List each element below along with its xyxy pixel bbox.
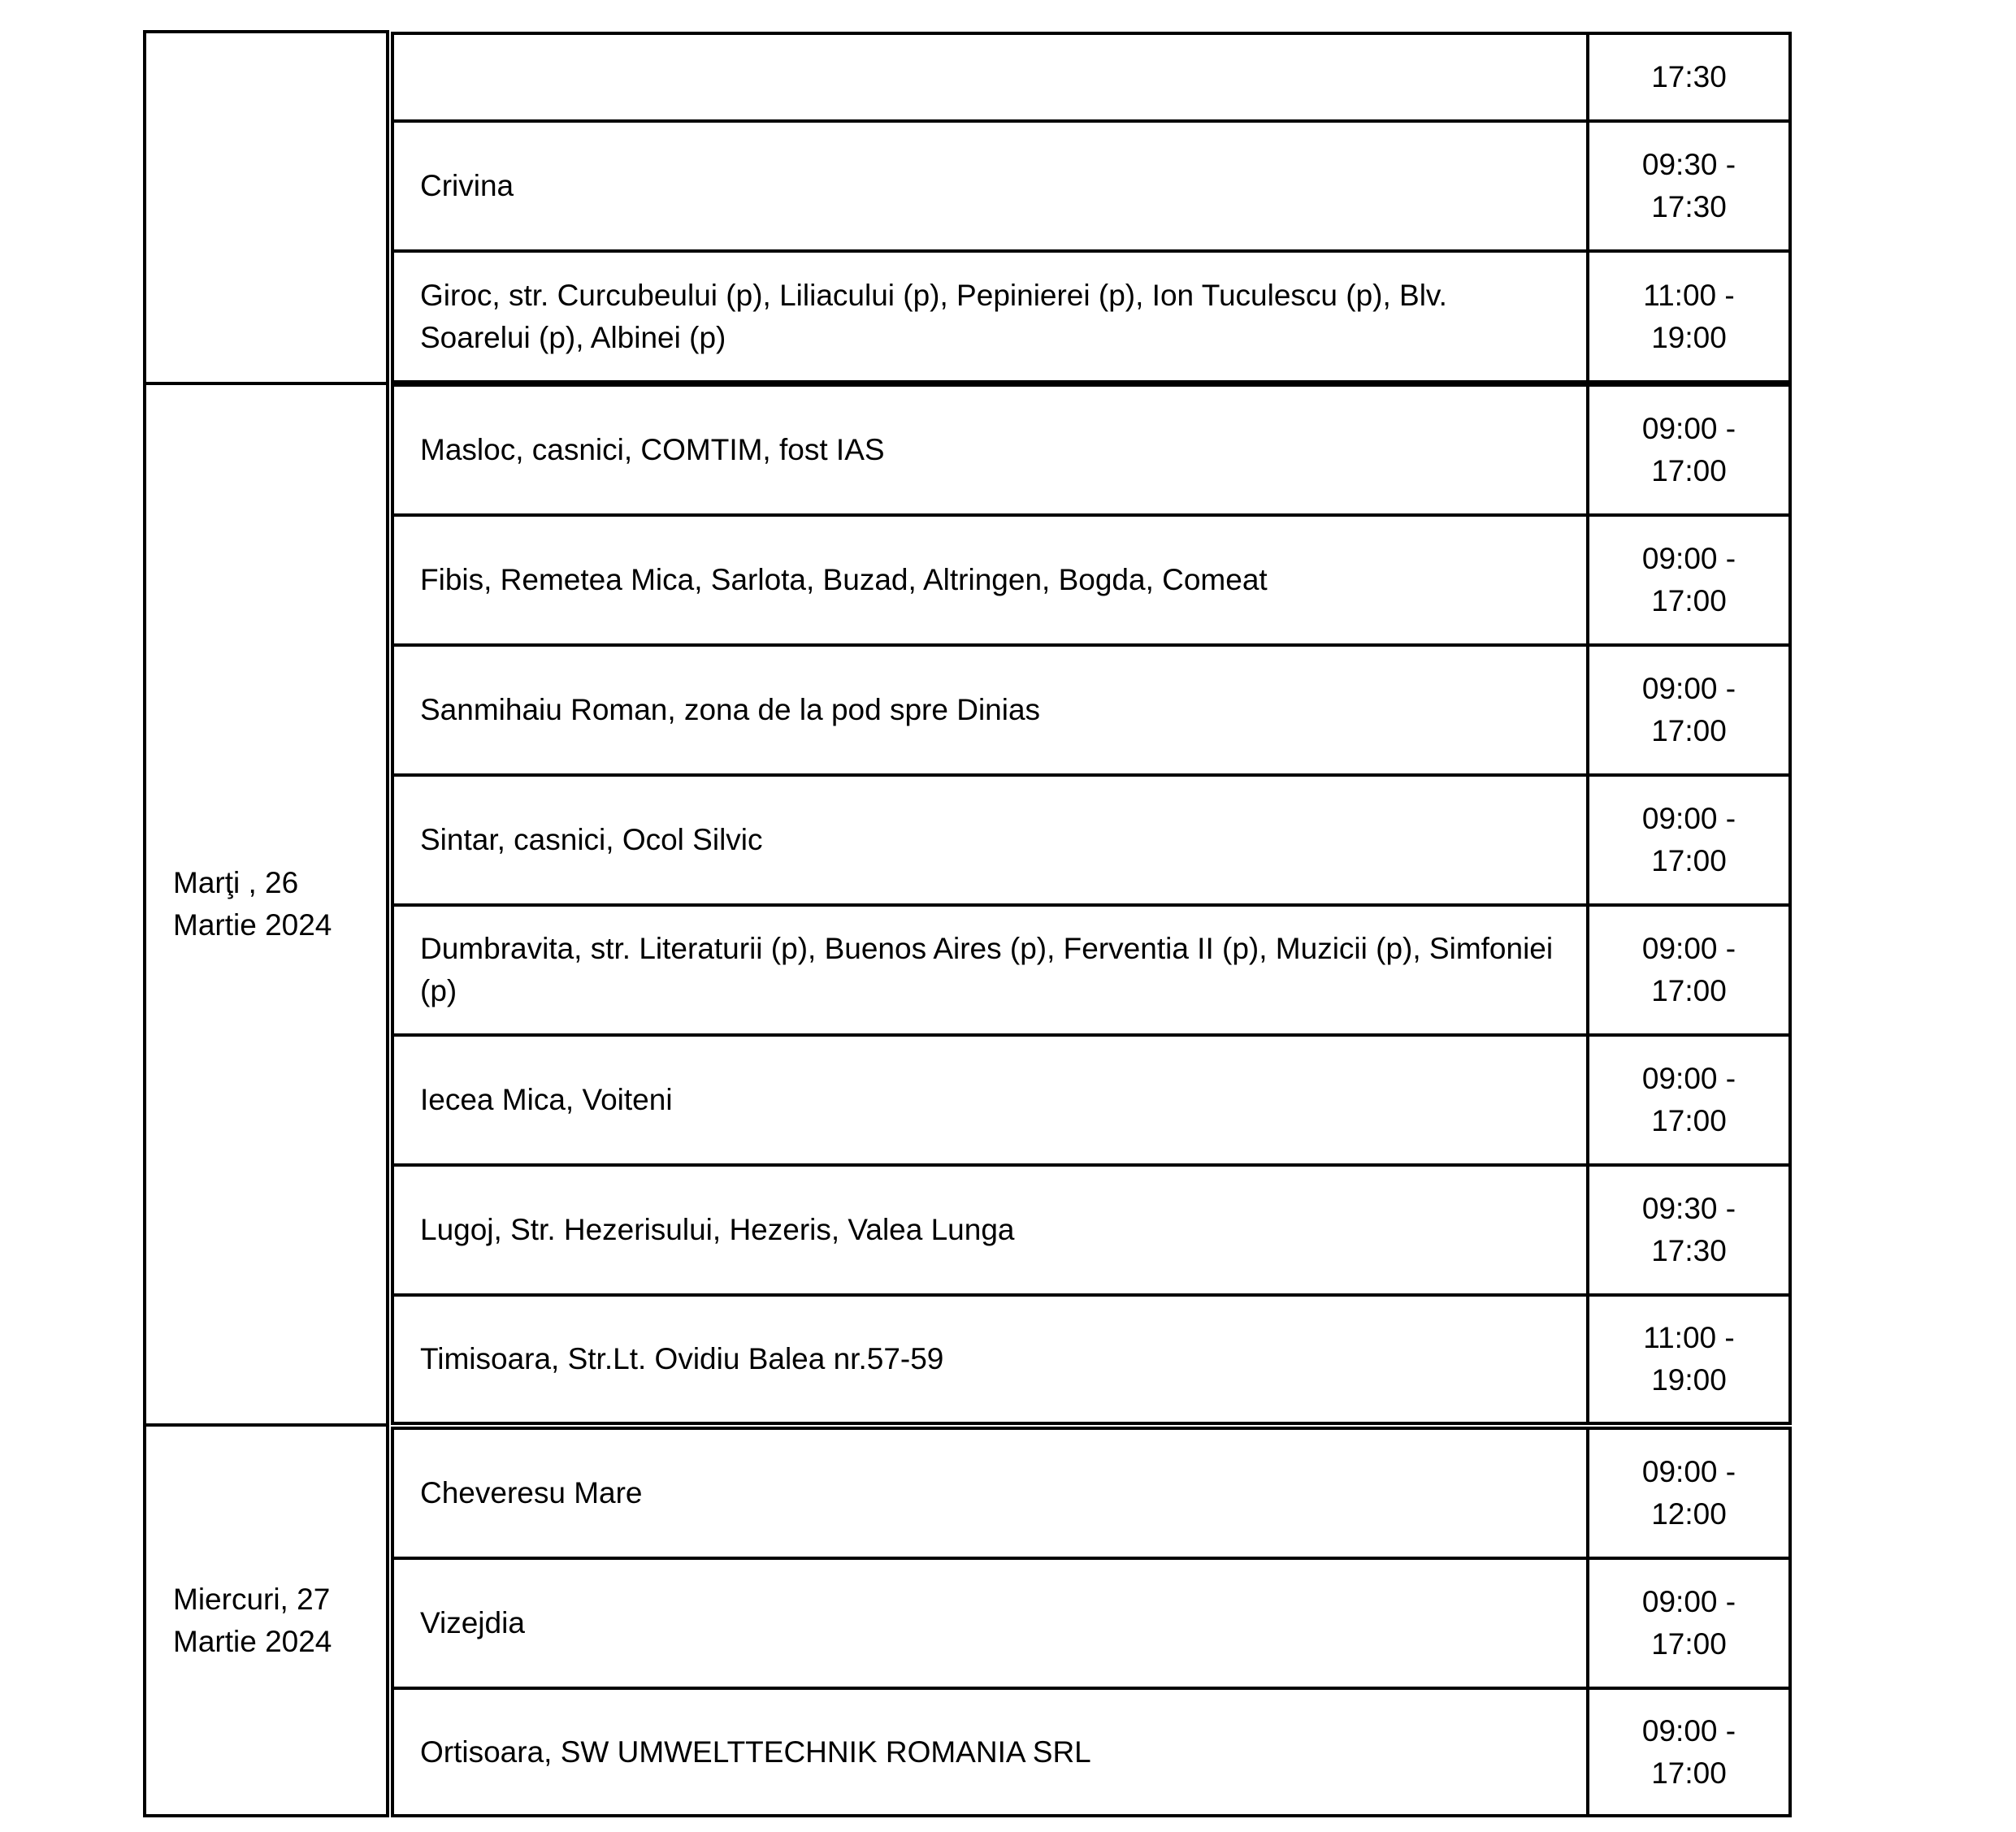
time-end: 17:00: [1651, 844, 1727, 877]
time-cell: [1589, 1297, 1788, 1422]
location-cell: Sintar, casnici, Ocol Silvic: [394, 777, 1589, 903]
time-end: 17:00: [1651, 454, 1727, 487]
location-cell: Cheveresu Mare: [394, 1430, 1589, 1557]
time-cell: [1589, 253, 1788, 380]
table-row: [394, 1297, 1788, 1422]
location-cell: [394, 35, 1589, 119]
time-start: 09:30 -: [1641, 148, 1736, 181]
day-line: Martie 2024: [173, 908, 332, 942]
location-cell: Iecea Mica, Voiteni: [394, 1037, 1589, 1163]
location-cell: Giroc, str. Curcubeului (p), Liliacului (p), Pepinierei (p), Ion Tuculescu (p), Blv. Soarelui (p), Albinei (p): [394, 253, 1589, 380]
time-end: 17:30: [1651, 60, 1727, 93]
time-start: 11:00 -: [1643, 1321, 1735, 1354]
day-line: Marţi , 26: [173, 866, 299, 899]
time-end: 17:00: [1651, 584, 1727, 617]
time-cell: [1589, 777, 1788, 903]
table-row: [394, 35, 1788, 123]
time-cell: [1589, 1690, 1788, 1814]
time-end: 17:30: [1651, 190, 1727, 223]
schedule-group: [391, 32, 1792, 383]
location-cell: Dumbravita, str. Literaturii (p), Buenos Aires (p), Ferventia II (p), Muzicii (p), Simfoniei (p): [394, 907, 1589, 1033]
schedule-group: [391, 383, 1792, 1425]
location-cell: Vizejdia: [394, 1560, 1589, 1687]
table-row: [394, 1167, 1788, 1297]
time-cell: [1589, 1037, 1788, 1163]
table-row: [394, 1690, 1788, 1814]
time-cell: [1589, 123, 1788, 249]
table-row: [394, 1037, 1788, 1167]
time-start: 09:00 -: [1641, 802, 1736, 835]
day-line: Miercuri, 27: [173, 1582, 331, 1616]
time-cell: [1589, 647, 1788, 773]
table-row: [394, 1560, 1788, 1690]
time-end: 17:00: [1651, 1627, 1727, 1661]
location-cell: Sanmihaiu Roman, zona de la pod spre Dinias: [394, 647, 1589, 773]
day-cell: [143, 1423, 389, 1817]
time-end: 19:00: [1651, 320, 1727, 354]
time-end: 17:00: [1651, 1756, 1727, 1790]
time-start: 11:00 -: [1643, 278, 1735, 312]
time-cell: [1589, 35, 1788, 119]
table-row: [394, 387, 1788, 517]
time-cell: [1589, 907, 1788, 1033]
location-cell: Fibis, Remetea Mica, Sarlota, Buzad, Altringen, Bogda, Comeat: [394, 517, 1589, 643]
table-row: [394, 777, 1788, 907]
time-start: 09:00 -: [1641, 672, 1736, 705]
location-cell: Timisoara, Str.Lt. Ovidiu Balea nr.57-59: [394, 1297, 1589, 1422]
time-cell: [1589, 387, 1788, 513]
time-start: 09:30 -: [1641, 1192, 1736, 1225]
table-row: [394, 253, 1788, 380]
time-start: 09:00 -: [1641, 932, 1736, 965]
time-cell: [1589, 517, 1788, 643]
schedule-group: [391, 1427, 1792, 1817]
time-cell: [1589, 1430, 1788, 1557]
time-cell: [1589, 1560, 1788, 1687]
time-end: 17:00: [1651, 714, 1727, 747]
time-start: 09:00 -: [1641, 1455, 1736, 1488]
time-end: 17:00: [1651, 974, 1727, 1007]
location-cell: Lugoj, Str. Hezerisului, Hezeris, Valea Lunga: [394, 1167, 1589, 1293]
time-end: 17:00: [1651, 1104, 1727, 1137]
time-cell: [1589, 1167, 1788, 1293]
location-cell: Crivina: [394, 123, 1589, 249]
time-start: 09:00 -: [1641, 412, 1736, 445]
time-start: 09:00 -: [1641, 542, 1736, 575]
location-cell: Ortisoara, SW UMWELTTECHNIK ROMANIA SRL: [394, 1690, 1589, 1814]
time-start: 09:00 -: [1641, 1062, 1736, 1095]
table-row: [394, 123, 1788, 253]
time-end: 12:00: [1651, 1497, 1727, 1531]
day-line: Martie 2024: [173, 1624, 332, 1658]
time-start: 09:00 -: [1641, 1585, 1736, 1618]
table-row: [394, 517, 1788, 647]
location-cell: Masloc, casnici, COMTIM, fost IAS: [394, 387, 1589, 513]
time-end: 17:30: [1651, 1234, 1727, 1267]
table-row: [394, 647, 1788, 777]
day-cell: [143, 382, 389, 1427]
day-cell: [143, 30, 389, 385]
table-row: [394, 907, 1788, 1037]
time-end: 19:00: [1651, 1363, 1727, 1397]
time-start: 09:00 -: [1641, 1713, 1736, 1748]
table-row: [394, 1430, 1788, 1560]
